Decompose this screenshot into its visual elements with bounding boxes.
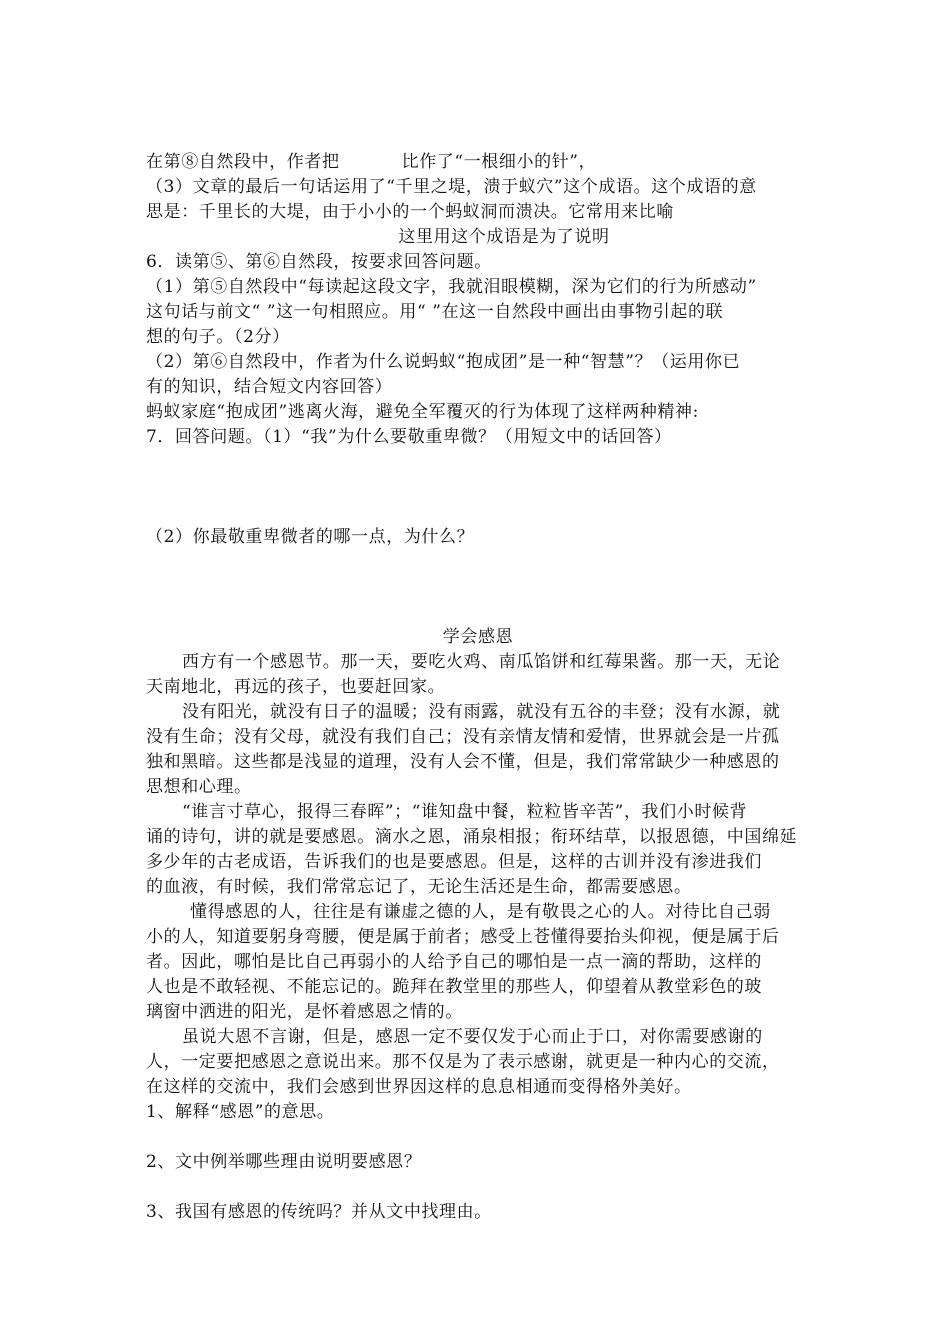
paragraph-line: 天南地北，再远的孩子，也要赶回家。 <box>146 677 446 697</box>
paragraph-line: 没有生命；没有父母，就没有我们自己；没有亲情友情和爱情，世界就会是一片孤 <box>146 727 780 747</box>
text-line: 有的知识，结合短文内容回答） <box>146 377 393 397</box>
paragraph-line: 多少年的古老成语，告诉我们的也是要感恩。但是，这样的古训并没有渗进我们 <box>146 852 762 872</box>
text-fragment: 在第⑧自然段中，作者把 <box>146 152 340 172</box>
paragraph-line: 的血液，有时候，我们常常忘记了，无论生活还是生命，都需要感恩。 <box>146 877 692 897</box>
text-line: 想的句子。（2分） <box>146 327 290 347</box>
question-2: 2、文中例举哪些理由说明要感恩？ <box>146 1152 422 1172</box>
paragraph-line: 人，一定要把感恩之意说出来。那不仅是为了表示感谢，就更是一种内心的交流， <box>146 1052 780 1072</box>
text-line: 这句话与前文“ ”这一句相照应。用“ ”在这一自然段中画出由事物引起的联 <box>146 302 724 322</box>
question-6: 6．读第⑤、第⑥自然段，按要求回答问题。 <box>146 252 492 272</box>
paragraph-line: 懂得感恩的人，往往是有谦虚之德的人，是有敬畏之心的人。对待比自己弱 <box>190 902 771 922</box>
paragraph-line: 虽说大恩不言谢，但是，感恩一定不要仅发于心而止于口，对你需要感谢的 <box>182 1027 763 1047</box>
text-fragment: 比作了“一根细小的针”， <box>401 152 597 172</box>
article-title: 学会感恩 <box>442 627 514 647</box>
text-line: （1）第⑤自然段中“每读起这段文字，我就泪眼模糊，深为它们的行为所感动” <box>146 277 757 297</box>
text-line <box>146 151 810 173</box>
paragraph-line: 思想和心理。 <box>146 777 252 797</box>
text-line: （2）你最敬重卑微者的哪一点，为什么？ <box>146 527 475 547</box>
paragraph-line: 独和黑暗。这些都是浅显的道理，没有人会不懂，但是，我们常常缺少一种感恩的 <box>146 752 780 772</box>
text-line: （2）第⑥自然段中，作者为什么说蚂蚁“抱成团”是一种“智慧”？（运用你已 <box>146 352 741 372</box>
question-1: 1、解释“感恩”的意思。 <box>146 1102 335 1122</box>
paragraph-line: 小的人，知道要躬身弯腰，便是属于前者；感受上苍懂得要抬头仰视，便是属于后 <box>146 927 780 947</box>
paragraph-line: “谁言寸草心，报得三春晖”；“谁知盘中餐，粒粒皆辛苦”，我们小时候背 <box>182 802 748 822</box>
text-line: 这里用这个成语是为了说明 <box>398 227 610 247</box>
text-line: 思是：千里长的大堤，由于小小的一个蚂蚁洞而溃决。它常用来比喻 <box>146 202 674 222</box>
paragraph-line: 西方有一个感恩节。那一天，要吃火鸡、南瓜馅饼和红莓果酱。那一天，无论 <box>182 652 781 672</box>
question-3: 3、我国有感恩的传统吗？并从文中找理由。 <box>146 1202 492 1222</box>
paragraph-line: 没有阳光，就没有日子的温暖；没有雨露，就没有五谷的丰登；没有水源，就 <box>182 702 781 722</box>
paragraph-line: 璃窗中洒进的阳光，是怀着感恩之情的。 <box>146 1002 463 1022</box>
paragraph-line: 在这样的交流中，我们会感到世界因这样的息息相通而变得格外美好。 <box>146 1077 692 1097</box>
question-7: 7．回答问题。（1）“我”为什么要敬重卑微？（用短文中的话回答） <box>146 427 672 447</box>
text-line: （3）文章的最后一句话运用了“千里之堤，溃于蚁穴”这个成语。这个成语的意 <box>146 177 757 197</box>
text-line: 蚂蚁家庭“抱成团”逃离火海，避免全军覆灭的行为体现了这样两种精神: <box>146 402 699 422</box>
paragraph-line: 者。因此，哪怕是比自己再弱小的人给予自己的哪怕是一点一滴的帮助，这样的 <box>146 952 762 972</box>
paragraph-line: 诵的诗句，讲的就是要感恩。滴水之恩，涌泉相报；衔环结草，以报恩德，中国绵延 <box>146 827 798 847</box>
paragraph-line: 人也是不敢轻视、不能忘记的。跪拜在教堂里的那些人，仰望着从教堂彩色的玻 <box>146 977 762 997</box>
